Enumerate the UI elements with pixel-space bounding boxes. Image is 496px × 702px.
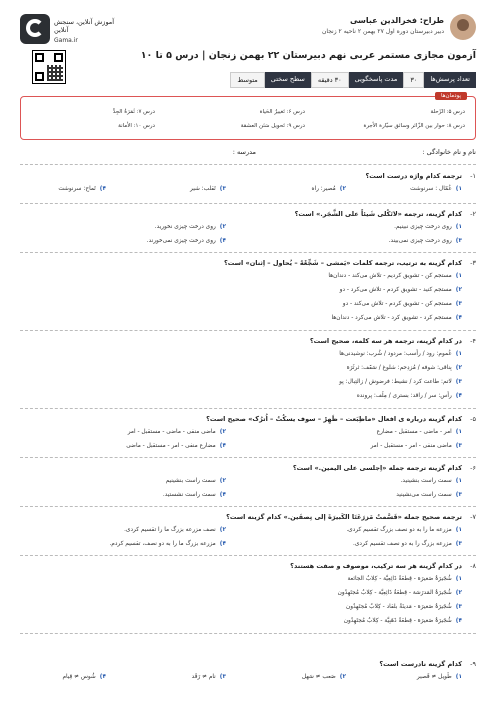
- option-4[interactable]: ۴)مستجم کرد - تشویق کرد - تلاش می‌کرد - دندان‌ها: [331, 315, 462, 321]
- option-2[interactable]: ۲)بِناقی: شوفه / مُزدِحم: شلوغ / سَقَف: ثرثَرَة: [346, 365, 462, 371]
- option-2[interactable]: ۲)سمت راست بنشینیم: [165, 478, 226, 484]
- option-3[interactable]: ۳)شُجَیرَةٌ صَغیرَة - مَدینَةٌ بلقاد - کِلابٌ مُجتَهِدُون: [345, 604, 462, 610]
- meta-questions-value: ۳۰: [403, 72, 424, 88]
- gama-logo[interactable]: [20, 14, 130, 50]
- option-3[interactable]: ۳)تَقلب: شیر: [190, 186, 226, 192]
- topic-item: درس ۸: حوار بین الزّائر وسائق سیّارة الأجرة: [363, 123, 465, 129]
- question-number: ۵-: [470, 415, 476, 423]
- question-text: در کدام گزینه هر سه ترکیب، موصوف و صفت هستند؟: [290, 562, 462, 570]
- option-1[interactable]: ۱)عُموم: رود / رأسب: مردود / شُرب: نوشیدنی‌ها: [339, 351, 462, 357]
- question-number: ۴-: [470, 337, 476, 345]
- divider: [20, 164, 476, 165]
- question-number: ۱-: [470, 172, 476, 180]
- option-2[interactable]: ۲)مُصیر: راه: [311, 186, 346, 192]
- question-text: کدام گزینه نادرست است؟: [379, 660, 462, 668]
- divider: [20, 555, 476, 556]
- option-1[interactable]: ۱)طَویل ≠ قَصیر: [416, 674, 462, 680]
- option-3[interactable]: ۳)مزرعه بزرگ را به دو نصف تقسیم کردی.: [353, 541, 462, 547]
- logo-tagline: آموزش آنلاین، سنجش آنلاین: [54, 18, 115, 34]
- topics-box: [20, 93, 476, 140]
- topic-item: درس ۷: ثَمَرَةُ الجِدِّ: [112, 109, 155, 115]
- meta-difficulty-value: متوسط: [230, 72, 264, 88]
- school-label: مدرسه :: [232, 148, 256, 156]
- meta-difficulty-label: سطح سختی: [265, 72, 311, 88]
- author-info: [246, 14, 476, 44]
- option-2[interactable]: ۲)صَعب ≠ سَهل: [301, 674, 346, 680]
- option-3[interactable]: ۳)نام ≠ رَقَد: [191, 674, 226, 680]
- exam-meta-bar: [230, 72, 476, 88]
- option-3[interactable]: ۳)ماضی منفی - امر - مستقبل - امر: [370, 443, 462, 449]
- option-2[interactable]: ۲)شُجَیرَةٌ المَدرَسَة - قِطعَةٌ ذَائِعِیَّة - کِلابٌ مُجتَهِدُون: [337, 590, 462, 596]
- option-4[interactable]: ۴)مضارع منفی - امر - مستقبل - ماضی: [126, 443, 226, 449]
- gama-logo-icon: [20, 14, 50, 44]
- student-name-label: نام و نام خانوادگی :: [422, 148, 476, 156]
- option-2[interactable]: ۲)روی درخت چیزی نخورید.: [154, 224, 226, 230]
- question-text: کدام گزینه، ترجمه «لاتَکُلی شَیئاً علی الشَّجَر.» است؟: [294, 210, 462, 218]
- divider: [20, 506, 476, 507]
- divider: [20, 252, 476, 253]
- header: [20, 10, 476, 110]
- option-2[interactable]: ۲)مستجم کنید - تشویق کردم - تلاش می‌کرد - دو: [339, 287, 462, 293]
- option-1[interactable]: ۱)امر - ماضی - مستقبل - مضارع: [376, 429, 462, 435]
- logo-domain: Gama.ir: [54, 37, 78, 44]
- topic-item: درس ۶: تَغییرُ الحَیاة: [259, 109, 305, 115]
- option-2[interactable]: ۲)ماضی منفی - ماضی - مستقبل - امر: [127, 429, 226, 435]
- option-1[interactable]: ۱)عُمّال : سرنوشت: [410, 186, 462, 192]
- option-3[interactable]: ۳)لاتم: طاعت کرد / نشیط: فرضوش / زالتِبال: پو: [339, 379, 462, 385]
- question-text: ترجمه کدام واژه درست است؟: [365, 172, 462, 180]
- question-number: ۲-: [470, 210, 476, 218]
- question-number: ۸-: [470, 562, 476, 570]
- author-description: دبیر دبیرستان دوره اول ۲۷ بهمن ۲ ناحیه ۲ زنجان: [321, 28, 444, 35]
- option-4[interactable]: ۴)روی درخت چیزی نمی‌خورند.: [146, 238, 226, 244]
- question-number: ۹-: [470, 660, 476, 668]
- divider: [20, 633, 476, 634]
- option-4[interactable]: ۴)تَماح: سرنوشت: [58, 186, 106, 192]
- divider: [20, 408, 476, 409]
- option-1[interactable]: ۱)روی درخت چیزی نبینیم.: [394, 224, 462, 230]
- option-1[interactable]: ۱)سمت راست بنشینید.: [400, 478, 462, 484]
- topic-item: درس ۹: تَحویل سَنَن العشقة: [240, 123, 305, 129]
- option-4[interactable]: ۴)سمت راست نشستید.: [162, 492, 226, 498]
- divider: [20, 330, 476, 331]
- option-2[interactable]: ۲)نصف مزرعه بزرگ ما را تقسیم کردی.: [124, 527, 226, 533]
- question-text: کدام گزینه ترجمه جمله «اِجلسی علی الیمین.» است؟: [292, 464, 462, 472]
- question-number: ۶-: [470, 464, 476, 472]
- author-avatar: [450, 14, 476, 40]
- meta-questions-label: تعداد پرسش‌ها: [424, 72, 476, 88]
- question-number: ۳-: [470, 259, 476, 267]
- option-1[interactable]: ۱)مستجم کن - تشویق کردیم - تلاش می‌کند - دندان‌ها: [328, 273, 462, 279]
- meta-duration-value: ۳۰ دقیقه: [311, 72, 349, 88]
- student-info: [20, 148, 476, 156]
- option-1[interactable]: ۱)مزرعه ما را به دو نصف بزرگ تقسیم کردی.: [346, 527, 462, 533]
- question-text: ترجمه صحیح جمله «قَسَّمتُ مَزرَعَتَا الکَبیرَةَ إلی نِصفَین.» کدام گزینه است؟: [226, 513, 462, 521]
- topic-item: درس ۵: الرّحلة: [430, 109, 465, 115]
- option-4[interactable]: ۴)مزرعه بزرگ ما را به دو نصف، تقسیم کردم.: [109, 541, 226, 547]
- exam-title: آزمون مجازی مستمر عربی نهم دبیرستان ۲۲ بهمن زنجان | درس ۵ تا ۱۰: [140, 50, 476, 61]
- meta-duration-label: مدت پاسخگویی: [349, 72, 404, 88]
- option-3[interactable]: ۳)مستجم کن - تشویق کردم - تلاش می‌کند - دو: [342, 301, 462, 307]
- option-4[interactable]: ۴)رأس: سر / راقد: بستری / مِلَف: پرونده: [356, 393, 462, 399]
- question-text: کدام گزینه به ترتیب، ترجمه کلمات «یَمشی – شَجِّعْهُ – یُحاول – اِثنان» است؟: [224, 259, 462, 267]
- question-text: در کدام گزینه، ترجمه هر سه کلمه، صحیح است؟: [309, 337, 462, 345]
- question-number: ۷-: [470, 513, 476, 521]
- divider: [20, 457, 476, 458]
- topic-item: درس ۱۰: الأمانة: [118, 123, 155, 129]
- qr-code-icon[interactable]: [32, 50, 66, 84]
- question-text: کدام گزینه درباره ی افعال «ماظِبَعت – ظَهِرْ – سوف یسکُتُ – اُترُک» صحیح است؟: [206, 415, 462, 423]
- option-3[interactable]: ۳)سمت راست می‌نشینید: [396, 492, 462, 498]
- option-3[interactable]: ۳)روی درخت چیزی نمی‌بیند.: [388, 238, 462, 244]
- option-1[interactable]: ۱)شُجَیرَةٌ صَغیرَة - قِطعَةٌ ذَائِعِیَّة - کِلابٌ الجائعة: [347, 576, 462, 582]
- topics-tag: پودمان‌ها: [435, 92, 467, 100]
- author-name: طراح: فخرالدین عباسی: [349, 16, 444, 25]
- option-4[interactable]: ۴)شُوس ≠ قِیام: [62, 674, 106, 680]
- divider: [20, 203, 476, 204]
- option-4[interactable]: ۴)شُجَیرَةٌ صَغیرَة - قِطعَةٌ ذَهَبِیَّة - کِلابٌ مُجتَهِدُون: [343, 618, 462, 624]
